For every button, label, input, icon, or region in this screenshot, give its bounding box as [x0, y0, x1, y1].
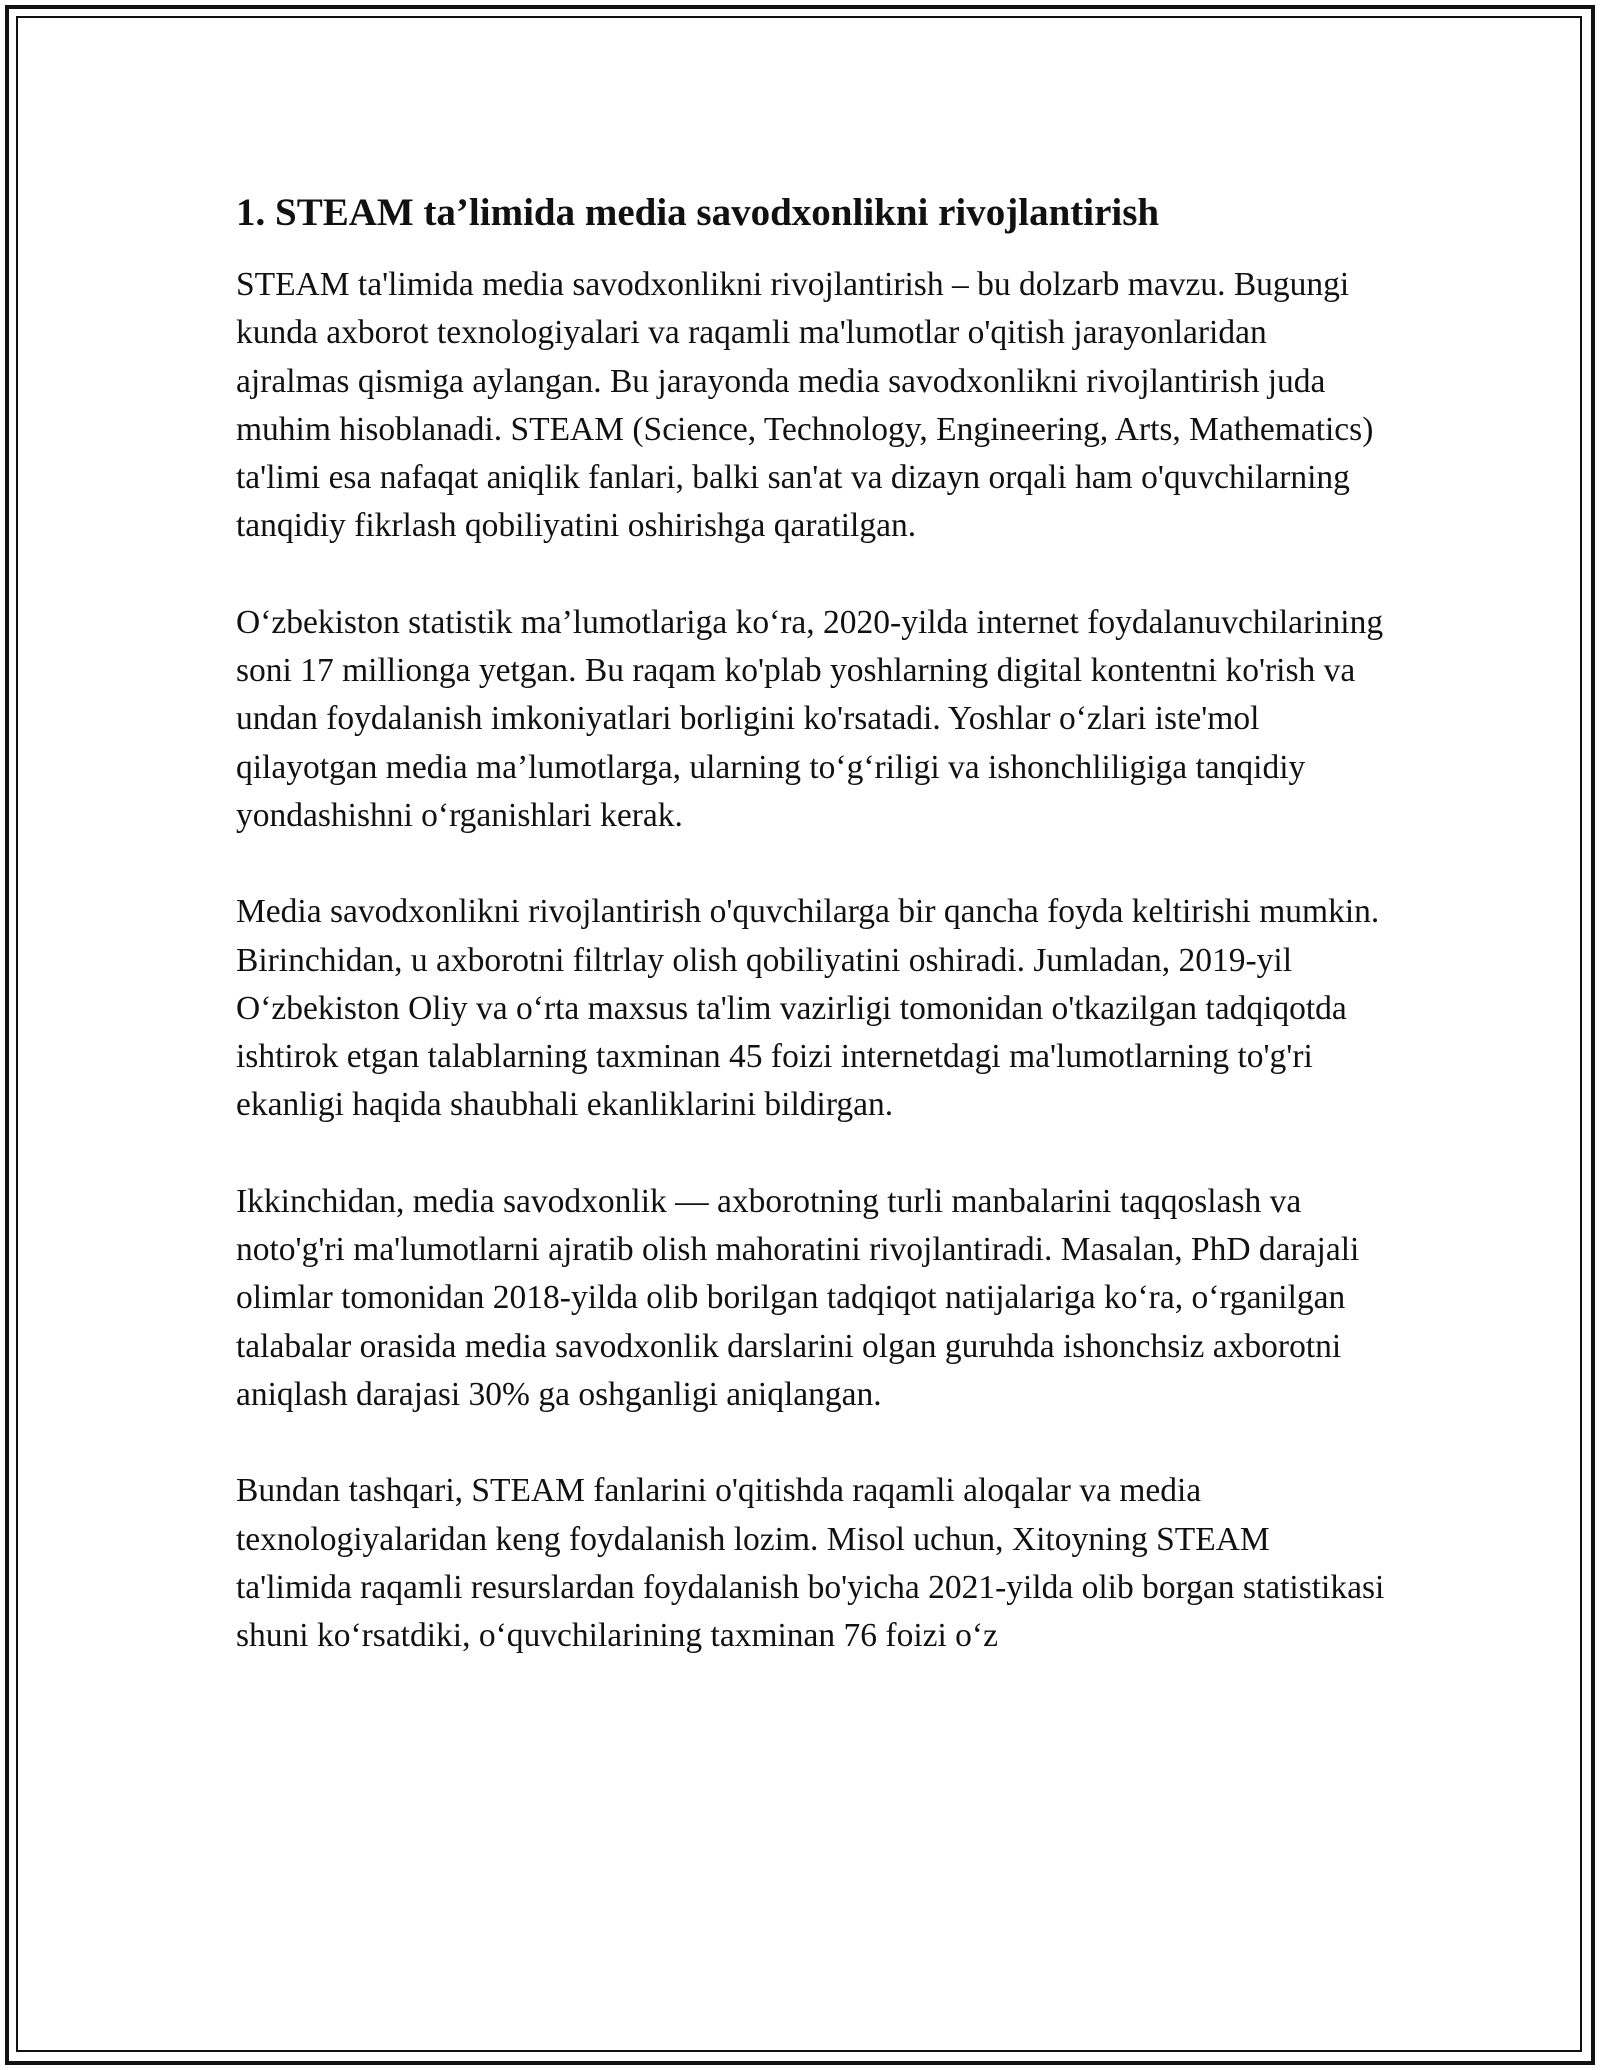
paragraph-1: STEAM ta'limida media savodxonlikni rivojlantirish – bu dolzarb mavzu. Bugungi kunda axborot texnologiyalari va raqamli ma'lumotlar o'qitish jarayonlaridan ajralmas qismiga aylangan. Bu jarayonda media savodxonlikni rivojlantirish juda muhim hisoblanadi. STEAM (Science, Technology, Engineering, Arts, Mathematics) ta'limi esa nafaqat aniqlik fanlari, balki san'at va dizayn orqali ham o'quvchilarning tanqidiy fikrlash qobiliyatini oshirishga qaratilgan. [236, 266, 1374, 545]
paragraph-5: Bundan tashqari, STEAM fanlarini o'qitishda raqamli aloqalar va media texnologiyalaridan keng foydalanish lozim. Misol uchun, Xitoyning STEAM ta'limida raqamli resurslardan foydalanish bo'yicha 2021-yilda olib borgan statistikasi shuni ko‘rsatdiki, o‘quvchilarining taxminan 76 foizi o‘z [236, 1472, 1385, 1655]
document-body [236, 185, 1386, 1708]
paragraph-4: Ikkinchidan, media savodxonlik — axborotning turli manbalarini taqqoslash va noto'g'ri ma'lumotlarni ajratib olish mahoratini rivojlantiradi. Masalan, PhD darajali olimlar tomonidan 2018-yilda olib borilgan tadqiqot natijalariga ko‘ra, o‘rganilgan talabalar orasida media savodxonlik darslarini olgan guruhda ishonchsiz axborotni aniqlash darajasi 30% ga oshganligi aniqlangan. [236, 1182, 1360, 1413]
section-heading: 1. STEAM ta’limida media savodxonlikni rivojlantirish [236, 191, 1160, 234]
paragraph-3: Media savodxonlikni rivojlantirish o'quvchilarga bir qancha foyda keltirishi mumkin. Birinchidan, u axborotni filtrlay olish qobiliyatini oshiradi. Jumladan, 2019-yil O‘zbekiston Oliy va o‘rta maxsus ta'lim vazirligi tomonidan o'tkazilgan tadqiqotda ishtirok etgan talablarning taxminan 45 foizi internetdagi ma'lumotlarning to'g'ri ekanligi haqida shaubhali ekanliklarini bildirgan. [236, 893, 1380, 1124]
paragraph-2: O‘zbekiston statistik ma’lumotlariga ko‘ra, 2020-yilda internet foydalanuvchilarining soni 17 millionga yetgan. Bu raqam ko'plab yoshlarning digital kontentni ko'rish va undan foydalanish imkoniyatlari borligini ko'rsatadi. Yoshlar o‘zlari iste'mol qilayotgan media ma’lumotlarga, ularning to‘g‘riligi va ishonchliligiga tanqidiy yondashishni o‘rganishlari kerak. [236, 603, 1384, 834]
